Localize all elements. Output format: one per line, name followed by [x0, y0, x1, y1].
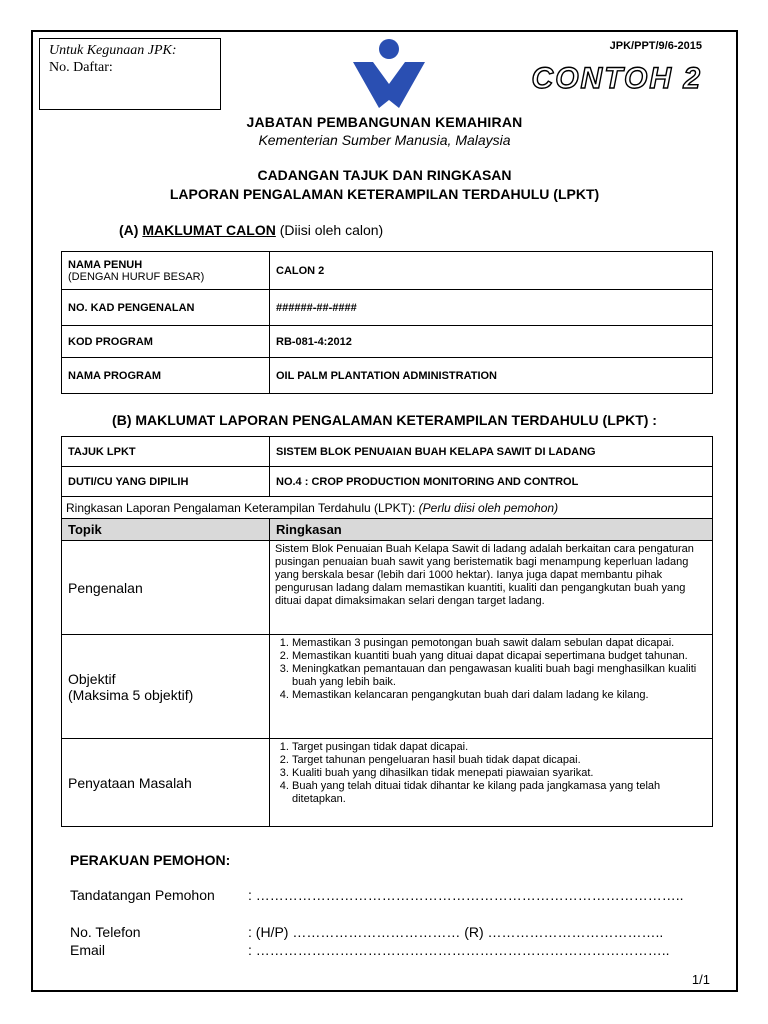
email-row — [70, 942, 670, 958]
summary-objektif[interactable] — [270, 635, 713, 739]
program-code-label: KOD PROGRAM — [62, 326, 270, 358]
email-label: Email — [70, 942, 106, 958]
list-item: 4. Buah yang telah dituai tidak dihantar ke kilang pada jangkamasa yang telah ditetapkan. — [292, 780, 708, 806]
table-row — [62, 635, 713, 739]
table-row — [62, 739, 713, 827]
section-a-title: MAKLUMAT CALON — [142, 222, 276, 238]
summary-pengenalan[interactable]: Sistem Blok Penuaian Buah Kelapa Sawit di ladang adalah berkaitan cara pengaturan pusingan penuaian buah sawit yang beristematik bagi menampung keperluan ladang yang berskala besar (lebih dari 1000 hektar). Ianya juga dapat membantu pihak pengurusan ladang dalam memastikan kuantiti, kualiti dan pengangkutan buah yang dituai dapat dimaksimakan selari dengan target ladang. — [270, 541, 713, 635]
form-title-line2: LAPORAN PENGALAMAN KETERAMPILAN TERDAHULU (LPKT) — [169, 186, 600, 202]
table-row — [62, 541, 713, 635]
form-title-line1: CADANGAN TAJUK DAN RINGKASAN — [257, 167, 512, 183]
contoh-stamp: CONTOH 2 — [531, 62, 702, 95]
form-page — [31, 30, 738, 992]
table-header-row — [62, 519, 713, 541]
summary-penyataan-masalah[interactable] — [270, 739, 713, 827]
list-item: 2. Memastikan kuantiti buah yang dituai dapat dicapai sepertimana budget tahunan. — [292, 650, 708, 663]
lpkt-info-table — [61, 436, 713, 827]
phone-label: No. Telefon — [70, 924, 141, 940]
candidate-info-table — [61, 251, 713, 394]
program-name-label: NAMA PROGRAM — [62, 358, 270, 394]
table-row — [62, 497, 713, 519]
table-row — [62, 358, 713, 394]
duty-cu-value[interactable]: NO.4 : CROP PRODUCTION MONITORING AND CONTROL — [270, 467, 713, 497]
document-reference: JPK/PPT/9/6-2015 — [609, 40, 702, 52]
list-item: 1. Memastikan 3 pusingan pemotongan buah sawit dalam sebulan dapat dicapai. — [292, 637, 708, 650]
column-header-summary: Ringkasan — [270, 519, 713, 541]
list-item: 1. Target pusingan tidak dapat dicapai. — [292, 741, 708, 754]
signature-label: Tandatangan Pemohon — [70, 887, 215, 903]
lpkt-title-label: TAJUK LPKT — [62, 437, 270, 467]
jpk-logo-icon — [351, 38, 427, 110]
section-a-note: (Diisi oleh calon) — [275, 222, 384, 238]
duty-cu-label: DUTI/CU YANG DIPILIH — [62, 467, 270, 497]
table-row — [62, 467, 713, 497]
section-a-prefix: (A) — [119, 222, 143, 238]
section-b-heading: (B) MAKLUMAT LAPORAN PENGALAMAN KETERAMPILAN TERDAHULU (LPKT) : — [112, 412, 657, 428]
declaration-heading: PERAKUAN PEMOHON: — [70, 852, 231, 868]
table-row — [62, 290, 713, 326]
list-item: 2. Target tahunan pengeluaran hasil buah tidak dapat dicapai. — [292, 754, 708, 767]
phone-row — [70, 924, 663, 940]
table-row — [62, 326, 713, 358]
page-number: 1/1 — [691, 972, 710, 987]
ic-number-label: NO. KAD PENGENALAN — [62, 290, 270, 326]
phone-field[interactable]: : (H/P) ……………………………… (R) ……………………………….. — [248, 924, 664, 940]
list-item: 4. Memastikan kelancaran pengangkutan buah dari dalam ladang ke kilang. — [292, 689, 708, 702]
table-row — [62, 252, 713, 290]
topic-penyataan-masalah: Penyataan Masalah — [62, 739, 270, 827]
full-name-value[interactable]: CALON 2 — [270, 252, 713, 290]
topic-objektif: Objektif (Maksima 5 objektif) — [62, 635, 270, 739]
department-name: JABATAN PEMBANGUNAN KEMAHIRAN — [246, 114, 523, 130]
program-code-value[interactable]: RB-081-4:2012 — [270, 326, 713, 358]
office-use-title: Untuk Kegunaan JPK: — [49, 43, 177, 58]
list-item: 3. Meningkatkan pemantauan dan pengawasan kualiti buah bagi menghasilkan kualiti buah yang lebih baik. — [292, 663, 708, 689]
list-item: 3. Kualiti buah yang dihasilkan tidak menepati piawaian syarikat. — [292, 767, 708, 780]
office-use-box — [39, 38, 221, 110]
program-name-value[interactable]: OIL PALM PLANTATION ADMINISTRATION — [270, 358, 713, 394]
table-row — [62, 437, 713, 467]
ic-number-value[interactable]: ######-##-#### — [270, 290, 713, 326]
lpkt-title-value[interactable]: SISTEM BLOK PENUAIAN BUAH KELAPA SAWIT DI LADANG — [270, 437, 713, 467]
full-name-label: NAMA PENUH (DENGAN HURUF BESAR) — [62, 252, 270, 290]
column-header-topic: Topik — [62, 519, 270, 541]
topic-pengenalan: Pengenalan — [62, 541, 270, 635]
signature-field[interactable]: : ……………………………………………………………………………….. — [248, 887, 684, 903]
registration-number-field: No. Daftar: — [49, 60, 113, 75]
ministry-name: Kementerian Sumber Manusia, Malaysia — [258, 132, 511, 148]
signature-row — [70, 887, 684, 903]
section-a-heading — [119, 222, 383, 238]
summary-instruction: Ringkasan Laporan Pengalaman Keterampilan Terdahulu (LPKT): (Perlu diisi oleh pemohon) — [62, 497, 713, 519]
email-field[interactable]: : …………………………………………………………………………….. — [248, 942, 670, 958]
